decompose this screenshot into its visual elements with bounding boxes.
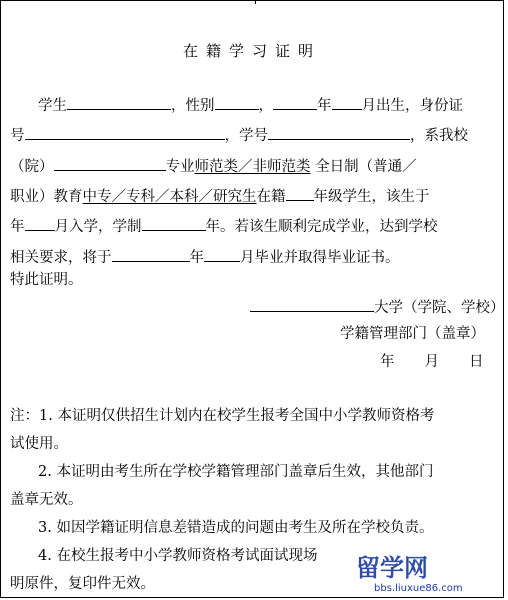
para-line-6: 相关要求，将于 年 月毕业并取得毕业证书。 [10, 246, 400, 268]
date-line: 年 月 日 [380, 354, 484, 370]
gender-blank [215, 94, 259, 110]
graduate-month-blank [204, 246, 240, 262]
para-line-4: 职业）教育中专／专科／本科／研究生在籍 年级学生，该生于 [10, 185, 430, 207]
school-name-blank [250, 296, 374, 312]
grade-blank [286, 185, 314, 201]
duration-blank [142, 215, 206, 231]
note-1: 注：1. 本证明仅供招生计划内在校学生报考全国中小学教师资格考 [10, 408, 435, 424]
major-blank [54, 155, 166, 171]
student-number-blank [268, 124, 410, 140]
id-number-blank [25, 124, 225, 140]
note-3: 3. 如因学籍证明信息差错造成的问题由考生及所在学校负责。 [38, 520, 434, 536]
name-blank [67, 94, 171, 110]
teacher-type-options: 师范类／非师范类 [194, 159, 311, 175]
graduate-year-blank [112, 246, 190, 262]
para-line-2: 号 ，学号 ，系我校 [10, 124, 468, 146]
note-1-cont: 试使用。 [10, 436, 68, 452]
watermark-logo [352, 548, 502, 594]
note-4: 4. 在校生报考中小学教师资格考试面试现场 [38, 548, 318, 564]
note-2-cont: 盖章无效。 [10, 492, 83, 508]
watermark-icon [352, 548, 502, 594]
dept-stamp-label: 学籍管理部门（盖章） [340, 326, 485, 342]
note-4-cont: 明原件，复印件无效。 [10, 576, 155, 592]
certify-line: 特此证明。 [10, 272, 83, 288]
para-line-1: 学生 ，性别 ， 年 月出生，身份证 [38, 94, 463, 116]
para-line-5: 年 月入学，学制 年。若该生顺利完成学业，达到学校 [10, 215, 438, 237]
birth-month-blank [332, 94, 362, 110]
school-sign-line: 大学（学院、学校） [250, 296, 505, 318]
para-line-3: （院） 专业师范类／非师范类 全日制（普通／ [10, 155, 417, 177]
page-title: 在籍学习证明 [182, 42, 321, 60]
birth-year-blank [273, 94, 317, 110]
education-level-options: 中专／专科／本科／研究生 [82, 189, 257, 205]
top-edge [0, 0, 508, 1]
note-2: 2. 本证明由考生所在学校学籍管理部门盖章后生效，其他部门 [38, 464, 434, 480]
watermark-brand: 留学网 [356, 554, 428, 582]
enroll-month-blank [25, 215, 55, 231]
watermark-url: bbs.liuxue86.com [374, 583, 463, 594]
